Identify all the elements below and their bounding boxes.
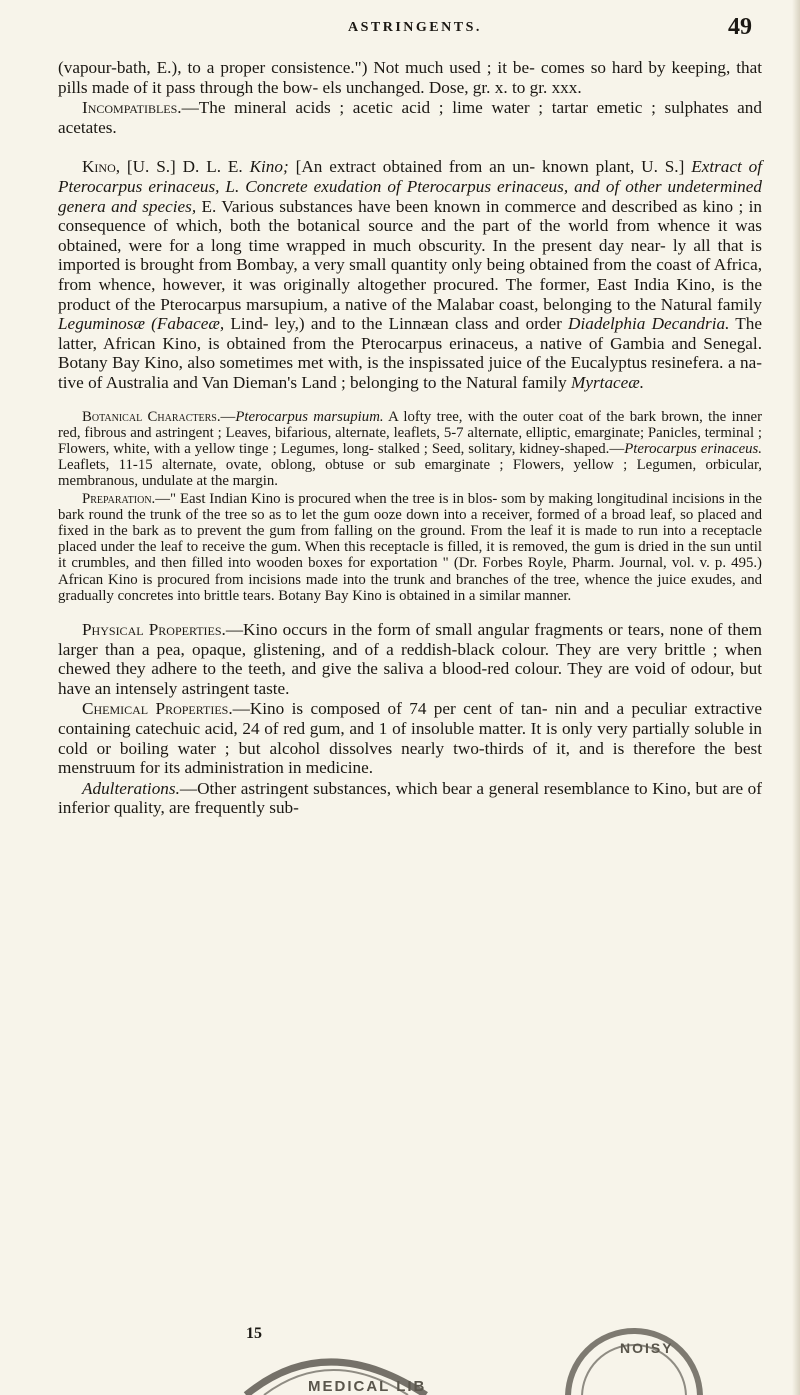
paragraph-adulterations	[58, 779, 762, 818]
kino-diadelphia: Diadelphia Decandria.	[568, 314, 730, 334]
running-head	[0, 14, 800, 42]
kino-myrtaceae: Myrtaceæ.	[571, 372, 645, 392]
paragraph-chemical-properties	[58, 699, 762, 777]
page-number: 49	[728, 14, 752, 40]
preparation-text: —" East Indian Kino is procured when the tree is in blos- som by making longitudinal incisions in the bark round the trunk of the tree so as to let the gum ooze down into a receiver, formed of a broad leaf, so placed and fixed in the bark as to prevent the gum from falling on the ground. From the leaf it is made to run into a receptacle placed under the leaf to receive the gum. When this receptacle is filled, it is removed, the gum is dried in the sun until it crumbles, and then filled into wooden boxes for exportation " (Dr. Forbes Royle, Pharm. Journal, vol. v. p. 495.) African Kino is procured from incisions made into the trunk and branches of the tree, whence the juice exudes, and gradually concretes into brittle tears. Botany Bay Kino is obtained in a similar manner.	[58, 490, 762, 604]
kino-text-c: Lind- ley,) and to the Linnæan class and order	[230, 314, 562, 334]
physical-text: —Kino occurs in the form of small angular fragments or tears, none of them larger than a pea, opaque, glistening, and of a reddish-black colour. They are very brittle ; when chewed they adhere to the teeth, and give the saliva a blood-red colour. They are void of odour, but have an intensely astringent taste.	[58, 619, 762, 698]
paragraph-incompatibles	[58, 98, 762, 137]
preparation-heading: Preparation.	[82, 490, 156, 507]
p1-text: (vapour-bath, E.), to a proper consistence.") Not much used ; it be- comes so hard by keeping, that pills made of it pass through the bow- els unchanged. Dose, gr. x. to gr. xxx.	[58, 58, 762, 97]
paragraph-preparation	[58, 491, 762, 604]
botanical-dash: —	[220, 408, 236, 425]
library-stamp	[236, 1325, 800, 1395]
botanical-heading: Botanical Characters.	[82, 408, 221, 425]
running-title: ASTRINGENTS.	[348, 20, 482, 35]
adulterations-text: —Other astringent substances, which bear a general resemblance to Kino, but are of inferior quality, are frequently sub-	[58, 778, 762, 818]
kino-leguminosae: Leguminosæ	[58, 314, 145, 334]
kino-heading: Kino, [U. S.] D. L. E.	[82, 157, 243, 177]
chemical-text: —Kino is composed of 74 per cent of tan- nin and a peculiar extractive containing catechuic acid, 24 of red gum, and 1 of insoluble matter. It is only very partially soluble in cold or boiling water ; but alcohol dissolves nearly two-thirds of it, and is therefore the best menstruum for its administration in medicine.	[58, 699, 762, 778]
stamp-text-right: NOISY	[620, 1340, 674, 1356]
printer-signature: 15	[246, 1325, 262, 1342]
stamp-text-left: MEDICAL LIB	[308, 1378, 427, 1395]
botanical-species-1: Pterocarpus marsupium.	[235, 408, 384, 425]
adulterations-heading: Adulterations.	[82, 778, 180, 798]
incompatibles-heading: Incompatibles.	[82, 98, 182, 118]
botanical-text-a: A lofty tree, with the outer coat of the bark brown, the inner red, fibrous and astringent ; Leaves, bifarious, alternate, leaflets, 5-7 alternate, elliptic, emarginate; Panicles, terminal ; Flowers, white, with a yellow tinge ; Legumes, long- stalked ; Seed, solitary, kidney-shaped.—	[58, 408, 762, 457]
paragraph-physical-properties	[58, 620, 762, 698]
kino-fabaceae: (Fabaceæ,	[151, 314, 225, 334]
botanical-species-2: Pterocarpus erinaceus.	[624, 440, 763, 457]
chemical-heading: Chemical Properties.	[82, 699, 233, 719]
physical-heading: Physical Properties.	[82, 619, 226, 639]
paragraph-kino	[58, 157, 762, 392]
botanical-text-b: Leaflets, 11-15 alternate, ovate, oblong, obtuse or sub emarginate ; Flowers, yellow ; Legumen, orbicular, membranous, undulate at the margin.	[58, 457, 762, 490]
kino-italic-name: Kino;	[249, 157, 289, 177]
page-edge-shadow	[792, 0, 800, 1395]
paragraph-botanical-characters	[58, 409, 762, 490]
kino-extract-italic: Extract of Pterocarpus erinaceus, L. Concrete exudation of Pterocarpus erinaceus, and of other undetermined genera and species,	[58, 157, 763, 216]
kino-text-a: [An extract obtained from an un- known plant, U. S.]	[295, 157, 685, 177]
kino-text-d: The latter, African Kino, is obtained from the Pterocarpus erinaceus, a native of Gambia and Senegal. Botany Bay Kino, also sometimes met with, is the inspissated juice of the Eucalyptus resinefera. a na- tive of Australia and Van Dieman's Land ; belonging to the Natural family	[58, 314, 762, 392]
kino-text-b: E. Various substances have been known in commerce and described as kino ; in consequence of which, both the botanical source and the part of the world from whence it was obtained, were for a long time wrapped in much obscurity. In the present day near- ly all that is imported is brought from Bombay, a very small quantity only being obtained from the coast of Africa, from whence, however, it was originally altogether procured. The former, East India Kino, is the product of the Pterocarpus marsupium, a native of the Malabar coast, belonging to the Natural family	[58, 196, 762, 314]
text-column	[58, 58, 762, 818]
incompatibles-text: —The mineral acids ; acetic acid ; lime water ; tartar emetic ; sulphates and acetates.	[58, 98, 762, 137]
paragraph-extract-end	[58, 58, 762, 97]
